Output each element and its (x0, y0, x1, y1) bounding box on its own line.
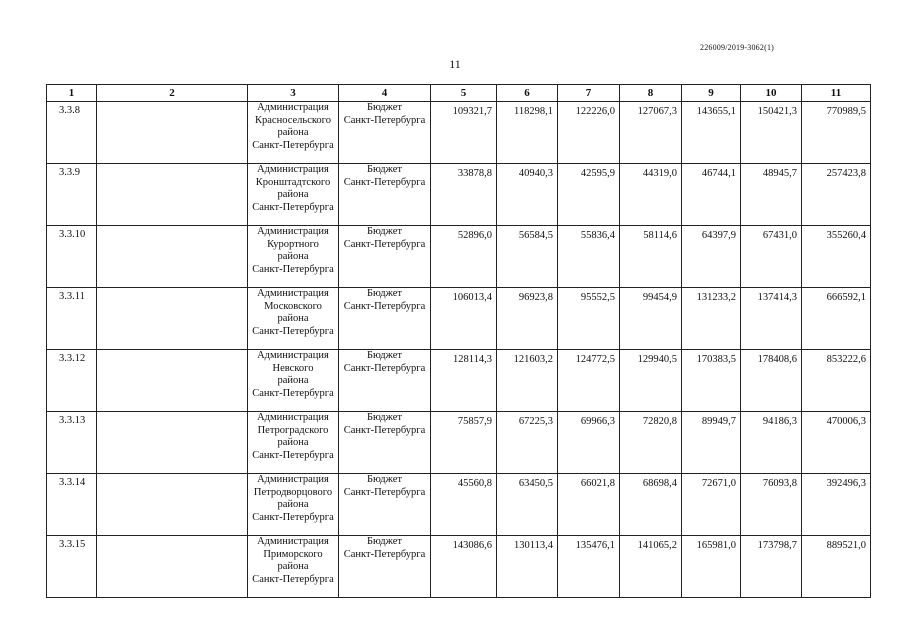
value-cell: 106013,4 (431, 288, 497, 350)
budget-table (46, 84, 871, 598)
value-cell: 99454,9 (620, 288, 682, 350)
organization-line: Администрация (257, 412, 329, 423)
value-cell: 76093,8 (741, 474, 802, 536)
value-cell: 89949,7 (682, 412, 741, 474)
program-cell (97, 474, 248, 536)
row-code: 3.3.8 (47, 102, 97, 164)
organization-line: Санкт-Петербурга (252, 573, 334, 585)
funding-source-line: Бюджет (366, 350, 403, 361)
funding-source-line: Бюджет (366, 164, 403, 175)
value-cell: 55836,4 (558, 226, 620, 288)
organization-cell (248, 288, 339, 350)
value-cell: 889521,0 (802, 536, 871, 598)
value-cell: 165981,0 (682, 536, 741, 598)
row-code: 3.3.14 (47, 474, 97, 536)
value-cell: 56584,5 (497, 226, 558, 288)
value-cell: 143655,1 (682, 102, 741, 164)
value-cell: 58114,6 (620, 226, 682, 288)
value-cell: 128114,3 (431, 350, 497, 412)
organization-cell (248, 102, 339, 164)
organization-line: Санкт-Петербурга (252, 325, 334, 337)
value-cell: 392496,3 (802, 474, 871, 536)
row-code: 3.3.11 (47, 288, 97, 350)
value-cell: 63450,5 (497, 474, 558, 536)
value-cell: 853222,6 (802, 350, 871, 412)
organization-line: Санкт-Петербурга (252, 511, 334, 523)
organization-line: Администрация (257, 474, 329, 485)
funding-source-cell (339, 474, 431, 536)
organization-line: района (277, 251, 309, 262)
table-row (47, 226, 871, 288)
column-header: 10 (741, 85, 802, 102)
value-cell: 96923,8 (497, 288, 558, 350)
value-cell: 75857,9 (431, 412, 497, 474)
funding-source-line: Бюджет (366, 474, 403, 485)
value-cell: 770989,5 (802, 102, 871, 164)
funding-source-line: Бюджет (366, 226, 403, 237)
organization-line: Администрация (257, 226, 329, 237)
organization-line: района (277, 189, 309, 200)
program-cell (97, 536, 248, 598)
value-cell: 72820,8 (620, 412, 682, 474)
organization-line: Санкт-Петербурга (252, 201, 334, 213)
value-cell: 127067,3 (620, 102, 682, 164)
value-cell: 66021,8 (558, 474, 620, 536)
column-header: 1 (47, 85, 97, 102)
value-cell: 67431,0 (741, 226, 802, 288)
organization-line: Администрация (257, 164, 329, 175)
value-cell: 44319,0 (620, 164, 682, 226)
organization-line: района (277, 499, 309, 510)
table-row (47, 474, 871, 536)
column-header: 6 (497, 85, 558, 102)
organization-line: района (277, 313, 309, 324)
funding-source-cell (339, 288, 431, 350)
value-cell: 131233,2 (682, 288, 741, 350)
funding-source-line: Санкт-Петербурга (343, 114, 426, 126)
organization-line: района (277, 561, 309, 572)
value-cell: 666592,1 (802, 288, 871, 350)
row-code: 3.3.15 (47, 536, 97, 598)
organization-cell (248, 350, 339, 412)
program-cell (97, 288, 248, 350)
value-cell: 33878,8 (431, 164, 497, 226)
value-cell: 257423,8 (802, 164, 871, 226)
funding-source-cell (339, 412, 431, 474)
organization-cell (248, 226, 339, 288)
value-cell: 42595,9 (558, 164, 620, 226)
value-cell: 470006,3 (802, 412, 871, 474)
organization-line: Петродворцового (253, 486, 333, 498)
program-cell (97, 412, 248, 474)
table-body (47, 102, 871, 598)
funding-source-cell (339, 226, 431, 288)
value-cell: 118298,1 (497, 102, 558, 164)
value-cell: 178408,6 (741, 350, 802, 412)
funding-source-cell (339, 164, 431, 226)
organization-line: района (277, 375, 309, 386)
column-header: 2 (97, 85, 248, 102)
organization-line: Кронштадтского (255, 176, 331, 188)
table-row (47, 412, 871, 474)
row-code: 3.3.13 (47, 412, 97, 474)
organization-line: Санкт-Петербурга (252, 449, 334, 461)
document-code: 226009/2019-3062(1) (700, 43, 775, 52)
funding-source-cell (339, 536, 431, 598)
organization-line: Невского (272, 362, 314, 374)
funding-source-line: Бюджет (366, 412, 403, 423)
page-number: 11 (449, 57, 461, 71)
value-cell: 173798,7 (741, 536, 802, 598)
row-code: 3.3.10 (47, 226, 97, 288)
organization-line: Администрация (257, 350, 329, 361)
funding-source-cell (339, 350, 431, 412)
funding-source-line: Бюджет (366, 288, 403, 299)
value-cell: 72671,0 (682, 474, 741, 536)
organization-line: Петроградского (257, 424, 329, 436)
funding-source-line: Санкт-Петербурга (343, 300, 426, 312)
program-cell (97, 164, 248, 226)
column-header: 7 (558, 85, 620, 102)
funding-source-cell (339, 102, 431, 164)
organization-line: района (277, 437, 309, 448)
column-header: 3 (248, 85, 339, 102)
value-cell: 130113,4 (497, 536, 558, 598)
value-cell: 46744,1 (682, 164, 741, 226)
organization-line: Санкт-Петербурга (252, 263, 334, 275)
organization-line: Курортного (267, 238, 319, 250)
organization-cell (248, 536, 339, 598)
value-cell: 143086,6 (431, 536, 497, 598)
value-cell: 137414,3 (741, 288, 802, 350)
organization-cell (248, 164, 339, 226)
column-header: 11 (802, 85, 871, 102)
organization-line: Администрация (257, 536, 329, 547)
value-cell: 64397,9 (682, 226, 741, 288)
value-cell: 170383,5 (682, 350, 741, 412)
value-cell: 45560,8 (431, 474, 497, 536)
organization-line: Московского (264, 300, 322, 312)
organization-line: Санкт-Петербурга (252, 139, 334, 151)
value-cell: 94186,3 (741, 412, 802, 474)
funding-source-line: Санкт-Петербурга (343, 238, 426, 250)
funding-source-line: Санкт-Петербурга (343, 424, 426, 436)
value-cell: 52896,0 (431, 226, 497, 288)
organization-line: района (277, 127, 309, 138)
program-cell (97, 226, 248, 288)
funding-source-line: Санкт-Петербурга (343, 486, 426, 498)
funding-source-line: Бюджет (366, 536, 403, 547)
value-cell: 68698,4 (620, 474, 682, 536)
organization-line: Администрация (257, 102, 329, 113)
organization-cell (248, 412, 339, 474)
value-cell: 121603,2 (497, 350, 558, 412)
value-cell: 67225,3 (497, 412, 558, 474)
organization-cell (248, 474, 339, 536)
table-row (47, 350, 871, 412)
row-code: 3.3.9 (47, 164, 97, 226)
value-cell: 124772,5 (558, 350, 620, 412)
value-cell: 109321,7 (431, 102, 497, 164)
header-row (47, 85, 871, 102)
value-cell: 150421,3 (741, 102, 802, 164)
table-row (47, 102, 871, 164)
table-row (47, 164, 871, 226)
value-cell: 95552,5 (558, 288, 620, 350)
funding-source-line: Бюджет (366, 102, 403, 113)
program-cell (97, 102, 248, 164)
column-header: 5 (431, 85, 497, 102)
organization-line: Санкт-Петербурга (252, 387, 334, 399)
funding-source-line: Санкт-Петербурга (343, 362, 426, 374)
value-cell: 48945,7 (741, 164, 802, 226)
column-header: 9 (682, 85, 741, 102)
funding-source-line: Санкт-Петербурга (343, 548, 426, 560)
value-cell: 355260,4 (802, 226, 871, 288)
row-code: 3.3.12 (47, 350, 97, 412)
program-cell (97, 350, 248, 412)
value-cell: 129940,5 (620, 350, 682, 412)
organization-line: Красносельского (255, 114, 331, 126)
column-header: 8 (620, 85, 682, 102)
table-row (47, 288, 871, 350)
value-cell: 69966,3 (558, 412, 620, 474)
table-row (47, 536, 871, 598)
organization-line: Администрация (257, 288, 329, 299)
value-cell: 141065,2 (620, 536, 682, 598)
value-cell: 122226,0 (558, 102, 620, 164)
value-cell: 40940,3 (497, 164, 558, 226)
column-header: 4 (339, 85, 431, 102)
organization-line: Приморского (263, 548, 323, 560)
funding-source-line: Санкт-Петербурга (343, 176, 426, 188)
value-cell: 135476,1 (558, 536, 620, 598)
